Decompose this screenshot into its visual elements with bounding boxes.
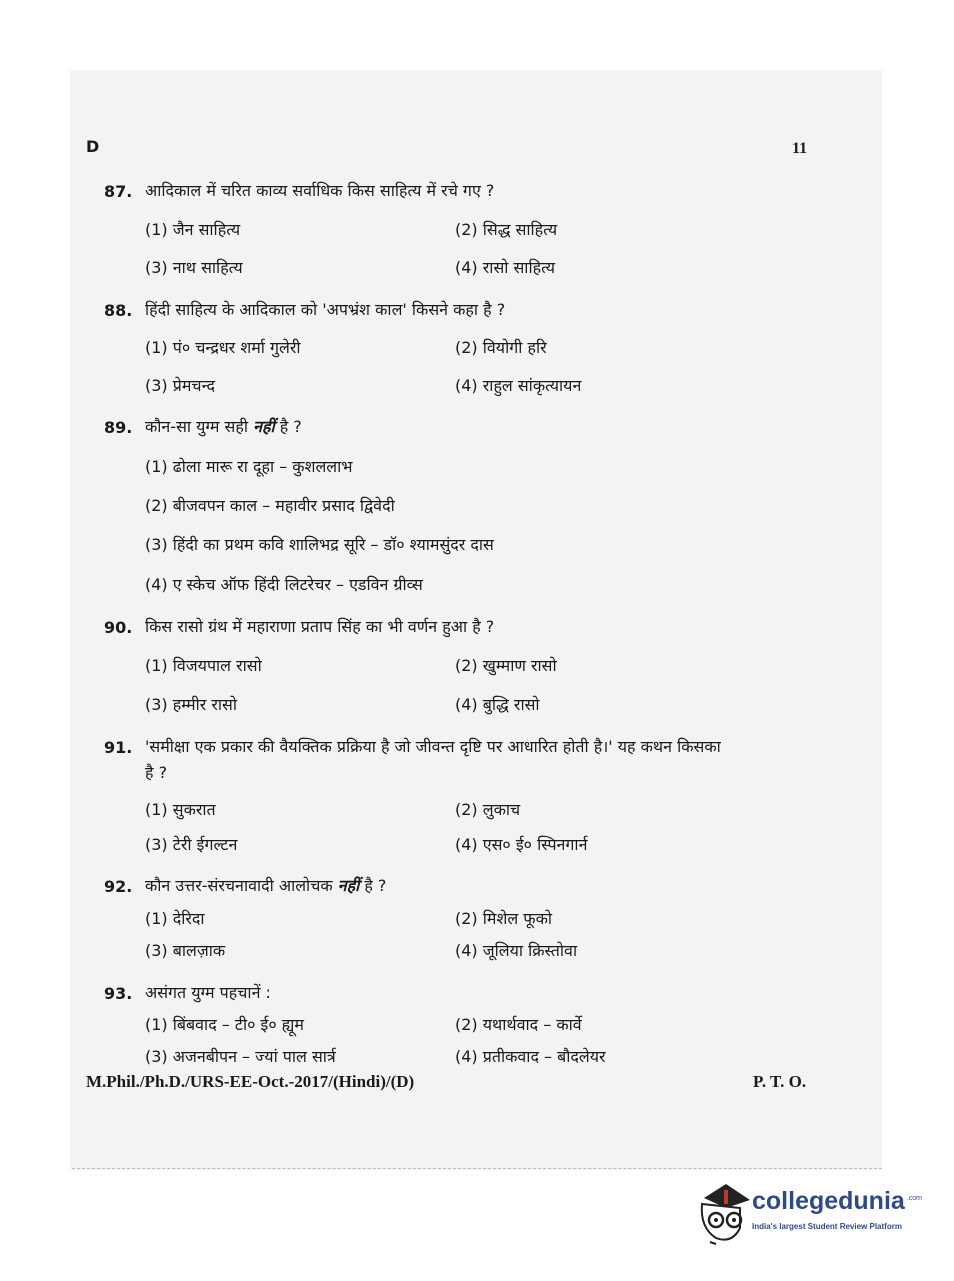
brand-name: collegedunia bbox=[752, 1187, 905, 1215]
question-text: 'समीक्षा एक प्रकार की वैयक्तिक प्रक्रिया है जो जीवन्त दृष्टि पर आधारित होती है।' यह कथन किसका bbox=[145, 737, 721, 756]
question-text: असंगत युग्म पहचानें : bbox=[145, 983, 271, 1002]
mascot-icon bbox=[696, 1178, 752, 1248]
option: (1) ढोला मारू रा दूहा – कुशललाभ bbox=[145, 457, 353, 476]
question-number: 90. bbox=[104, 618, 133, 637]
page-number: 11 bbox=[792, 140, 808, 157]
emphasis: नहीं bbox=[253, 417, 275, 436]
option: (2) लुकाच bbox=[455, 800, 521, 819]
question-number: 89. bbox=[104, 418, 133, 437]
option: (3) अजनबीपन – ज्यां पाल सार्त्र bbox=[145, 1047, 336, 1066]
text: कौन-सा युग्म सही bbox=[145, 417, 254, 436]
option: (1) विजयपाल रासो bbox=[145, 656, 262, 675]
option: (4) रासो साहित्य bbox=[455, 258, 556, 277]
option: (2) सिद्ध साहित्य bbox=[455, 220, 558, 239]
brand-row bbox=[752, 1186, 922, 1216]
option: (1) जैन साहित्य bbox=[145, 220, 241, 239]
question-number: 92. bbox=[104, 877, 133, 896]
pto-label: P. T. O. bbox=[753, 1072, 807, 1091]
option: (4) ए स्केच ऑफ हिंदी लिटरेचर – एडविन ग्रीव्स bbox=[145, 575, 423, 594]
question-text: किस रासो ग्रंथ में महाराणा प्रताप सिंह का भी वर्णन हुआ है ? bbox=[145, 617, 495, 636]
option: (2) बीजवपन काल – महावीर प्रसाद द्विवेदी bbox=[145, 496, 395, 515]
question-number: 88. bbox=[104, 301, 133, 320]
question-number: 87. bbox=[104, 182, 133, 201]
option: (1) सुकरात bbox=[145, 800, 216, 819]
option: (2) वियोगी हरि bbox=[455, 338, 547, 357]
paper-code: M.Phil./Ph.D./URS-EE-Oct.-2017/(Hindi)/(D) bbox=[86, 1072, 415, 1091]
emphasis: नहीं bbox=[337, 876, 360, 895]
option: (3) प्रेमचन्द bbox=[145, 376, 216, 395]
text: कौन उत्तर-संरचनावादी आलोचक bbox=[145, 876, 338, 895]
option: (3) हिंदी का प्रथम कवि शालिभद्र सूरि – डॉ० श्यामसुंदर दास bbox=[145, 535, 494, 554]
question-number: 93. bbox=[104, 984, 133, 1003]
text: है ? bbox=[274, 417, 302, 436]
option: (4) जूलिया क्रिस्तोवा bbox=[455, 941, 578, 960]
option: (4) एस० ई० स्पिनगार्न bbox=[455, 835, 588, 854]
option: (1) देरिदा bbox=[145, 909, 205, 928]
option: (3) हम्मीर रासो bbox=[145, 695, 238, 714]
question-text-cont: है ? bbox=[145, 763, 168, 782]
question-text: आदिकाल में चरित काव्य सर्वाधिक किस साहित्य में रचे गए ? bbox=[145, 181, 495, 200]
option: (3) बालज़ाक bbox=[145, 941, 226, 960]
question-text bbox=[145, 876, 386, 896]
option: (3) टेरी ईगल्टन bbox=[145, 835, 238, 854]
text: है ? bbox=[359, 876, 387, 895]
brand-suffix: .com bbox=[906, 1195, 922, 1202]
option: (4) राहुल सांकृत्यायन bbox=[455, 376, 582, 395]
page-edge bbox=[72, 1168, 882, 1169]
set-label: D bbox=[86, 137, 100, 156]
collegedunia-watermark bbox=[696, 1178, 946, 1248]
option: (2) यथार्थवाद – कार्वे bbox=[455, 1015, 582, 1034]
option: (3) नाथ साहित्य bbox=[145, 258, 243, 277]
option: (1) बिंबवाद – टी० ई० ह्यूम bbox=[145, 1015, 304, 1034]
option: (4) बुद्धि रासो bbox=[455, 695, 540, 714]
question-number: 91. bbox=[104, 738, 133, 757]
option: (2) मिशेल फूको bbox=[455, 909, 553, 928]
option: (4) प्रतीकवाद – बौदलेयर bbox=[455, 1047, 606, 1066]
option: (2) खुम्माण रासो bbox=[455, 656, 557, 675]
question-text bbox=[145, 417, 302, 437]
question-text: हिंदी साहित्य के आदिकाल को 'अपभ्रंश काल' किसने कहा है ? bbox=[145, 300, 506, 319]
brand-tagline: India's largest Student Review Platform bbox=[752, 1222, 902, 1231]
option: (1) पं० चन्द्रधर शर्मा गुलेरी bbox=[145, 338, 301, 357]
